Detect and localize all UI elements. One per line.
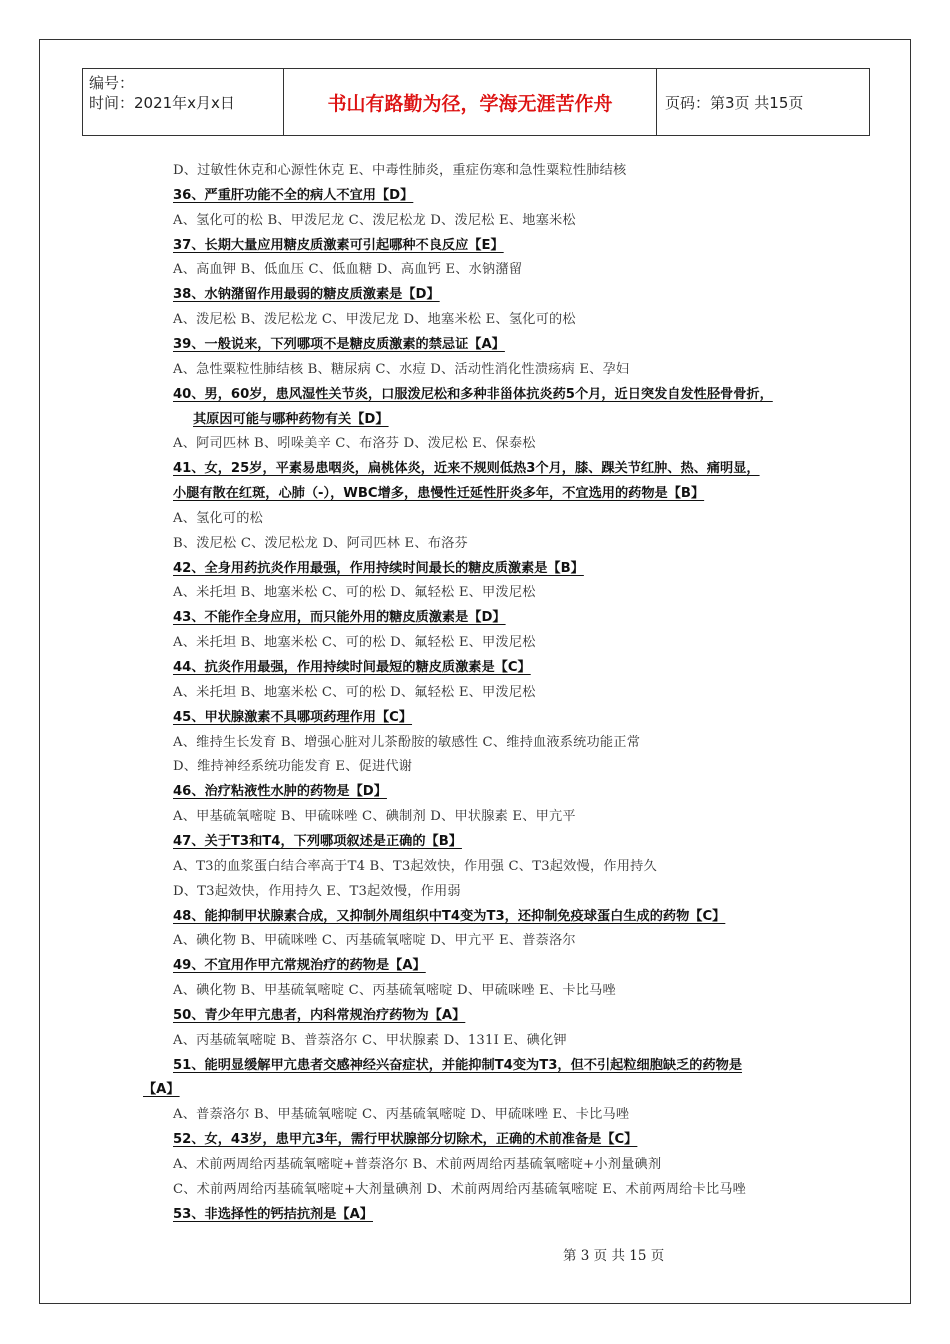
answer-options: A、米托坦 B、地塞米松 C、可的松 D、氟轻松 E、甲泼尼松	[173, 585, 536, 601]
page-header	[82, 68, 870, 136]
answer-options: A、T3的血浆蛋白结合率高于T4 B、T3起效快，作用强 C、T3起效慢，作用持久	[173, 858, 657, 874]
question-stem: 51、能明显缓解甲亢患者交感神经兴奋症状，并能抑制T4变为T3，但不引起粒细胞缺乏的药物是	[173, 1057, 743, 1073]
question-stem: 47、关于T3和T4，下列哪项叙述是正确的【B】	[173, 833, 462, 849]
question-stem: 36、严重肝功能不全的病人不宜用【D】	[173, 187, 414, 203]
answer-options: B、泼尼松 C、泼尼松龙 D、阿司匹林 E、布洛芬	[173, 535, 468, 551]
question-stem: 44、抗炎作用最强，作用持续时间最短的糖皮质激素是【C】	[173, 660, 531, 675]
footer-page-number: 第 3 页 共 15 页	[563, 1248, 665, 1264]
answer-options: D、维持神经系统功能发育 E、促进代谢	[173, 759, 413, 775]
answer-options: A、急性粟粒性肺结核 B、糖尿病 C、水痘 D、活动性消化性溃疡病 E、孕妇	[173, 361, 630, 377]
question-stem: 48、能抑制甲状腺素合成，又抑制外周组织中T4变为T3，还抑制免疫球蛋白生成的药物【C】	[173, 908, 726, 924]
answer-options: A、丙基硫氧嘧啶 B、普萘洛尔 C、甲状腺素 D、131I E、碘化钾	[173, 1032, 567, 1048]
answer-options: A、氢化可的松	[173, 510, 264, 526]
answer-options: A、阿司匹林 B、吲哚美辛 C、布洛芬 D、泼尼松 E、保泰松	[173, 436, 536, 452]
answer-options: A、维持生长发育 B、增强心脏对儿茶酚胺的敏感性 C、维持血液系统功能正常	[173, 734, 641, 750]
question-stem: 37、长期大量应用糖皮质激素可引起哪种不良反应【E】	[173, 237, 504, 253]
question-stem: 38、水钠潴留作用最弱的糖皮质激素是【D】	[173, 287, 440, 303]
answer-options: C、术前两周给丙基硫氧嘧啶+大剂量碘剂 D、术前两周给丙基硫氧嘧啶 E、术前两周给卡比马唑	[173, 1181, 747, 1197]
answer-options: A、氢化可的松 B、甲泼尼龙 C、泼尼松龙 D、泼尼松 E、地塞米松	[173, 212, 576, 228]
question-stem: 46、治疗粘液性水肿的药物是【D】	[173, 784, 387, 800]
header-info	[82, 69, 284, 135]
page-footer	[0, 1245, 950, 1267]
question-stem: 小腿有散在红斑，心肺（-），WBC增多，患慢性迁延性肝炎多年，不宜选用的药物是【B】	[173, 486, 705, 502]
answer-options: A、米托坦 B、地塞米松 C、可的松 D、氟轻松 E、甲泼尼松	[173, 684, 536, 700]
question-stem: 52、女，43岁，患甲亢3年，需行甲状腺部分切除术，正确的术前准备是【C】	[173, 1132, 638, 1148]
answer-options: D、T3起效快，作用持久 E、T3起效慢，作用弱	[173, 883, 461, 899]
question-stem: 41、女，25岁，平素易患咽炎，扁桃体炎，近来不规则低热3个月，膝、踝关节红肿、热、痛明显，	[173, 461, 760, 477]
answer-options: A、普萘洛尔 B、甲基硫氧嘧啶 C、丙基硫氧嘧啶 D、甲硫咪唑 E、卡比马唑	[173, 1107, 630, 1123]
question-stem: 50、青少年甲亢患者，内科常规治疗药物为【A】	[173, 1007, 466, 1023]
question-stem: 42、全身用药抗炎作用最强，作用持续时间最长的糖皮质激素是【B】	[173, 560, 584, 576]
question-stem: 【A】	[143, 1082, 180, 1098]
answer-options: A、米托坦 B、地塞米松 C、可的松 D、氟轻松 E、甲泼尼松	[173, 635, 536, 651]
answer-options: A、泼尼松 B、泼尼松龙 C、甲泼尼龙 D、地塞米松 E、氢化可的松	[173, 312, 576, 328]
answer-options: A、碘化物 B、甲基硫氧嘧啶 C、丙基硫氧嘧啶 D、甲硫咪唑 E、卡比马唑	[173, 983, 616, 999]
answer-options: A、碘化物 B、甲硫咪唑 C、丙基硫氧嘧啶 D、甲亢平 E、普萘洛尔	[173, 933, 576, 949]
header-page-number: 页码：第3页 共15页	[656, 69, 870, 135]
question-stem: 40、男，60岁，患风湿性关节炎，口服泼尼松和多种非甾体抗炎药5个月，近日突发自发性胫骨骨折，	[173, 386, 773, 402]
document-date: 时间：2021年x月x日	[89, 94, 235, 112]
question-stem: 43、不能作全身应用，而只能外用的糖皮质激素是【D】	[173, 610, 506, 626]
question-stem: 49、不宜用作甲亢常规治疗的药物是【A】	[173, 958, 426, 974]
answer-options: A、术前两周给丙基硫氧嘧啶+普萘洛尔 B、术前两周给丙基硫氧嘧啶+小剂量碘剂	[173, 1157, 662, 1172]
answer-options: A、高血钾 B、低血压 C、低血糖 D、高血钙 E、水钠潴留	[173, 262, 523, 278]
document-code: 编号：	[89, 74, 135, 92]
question-stem: 39、一般说来，下列哪项不是糖皮质激素的禁忌证【A】	[173, 336, 505, 352]
question-stem: 45、甲状腺激素不具哪项药理作用【C】	[173, 709, 413, 725]
answer-options: A、甲基硫氧嘧啶 B、甲硫咪唑 C、碘制剂 D、甲状腺素 E、甲亢平	[173, 809, 576, 825]
header-motto: 书山有路勤为径，学海无涯苦作舟	[327, 92, 613, 115]
answer-options: D、过敏性休克和心源性休克 E、中毒性肺炎，重症伤寒和急性粟粒性肺结核	[173, 163, 627, 178]
question-stem: 53、非选择性的钙拮抗剂是【A】	[173, 1206, 373, 1222]
question-stem: 其原因可能与哪种药物有关【D】	[193, 411, 389, 427]
